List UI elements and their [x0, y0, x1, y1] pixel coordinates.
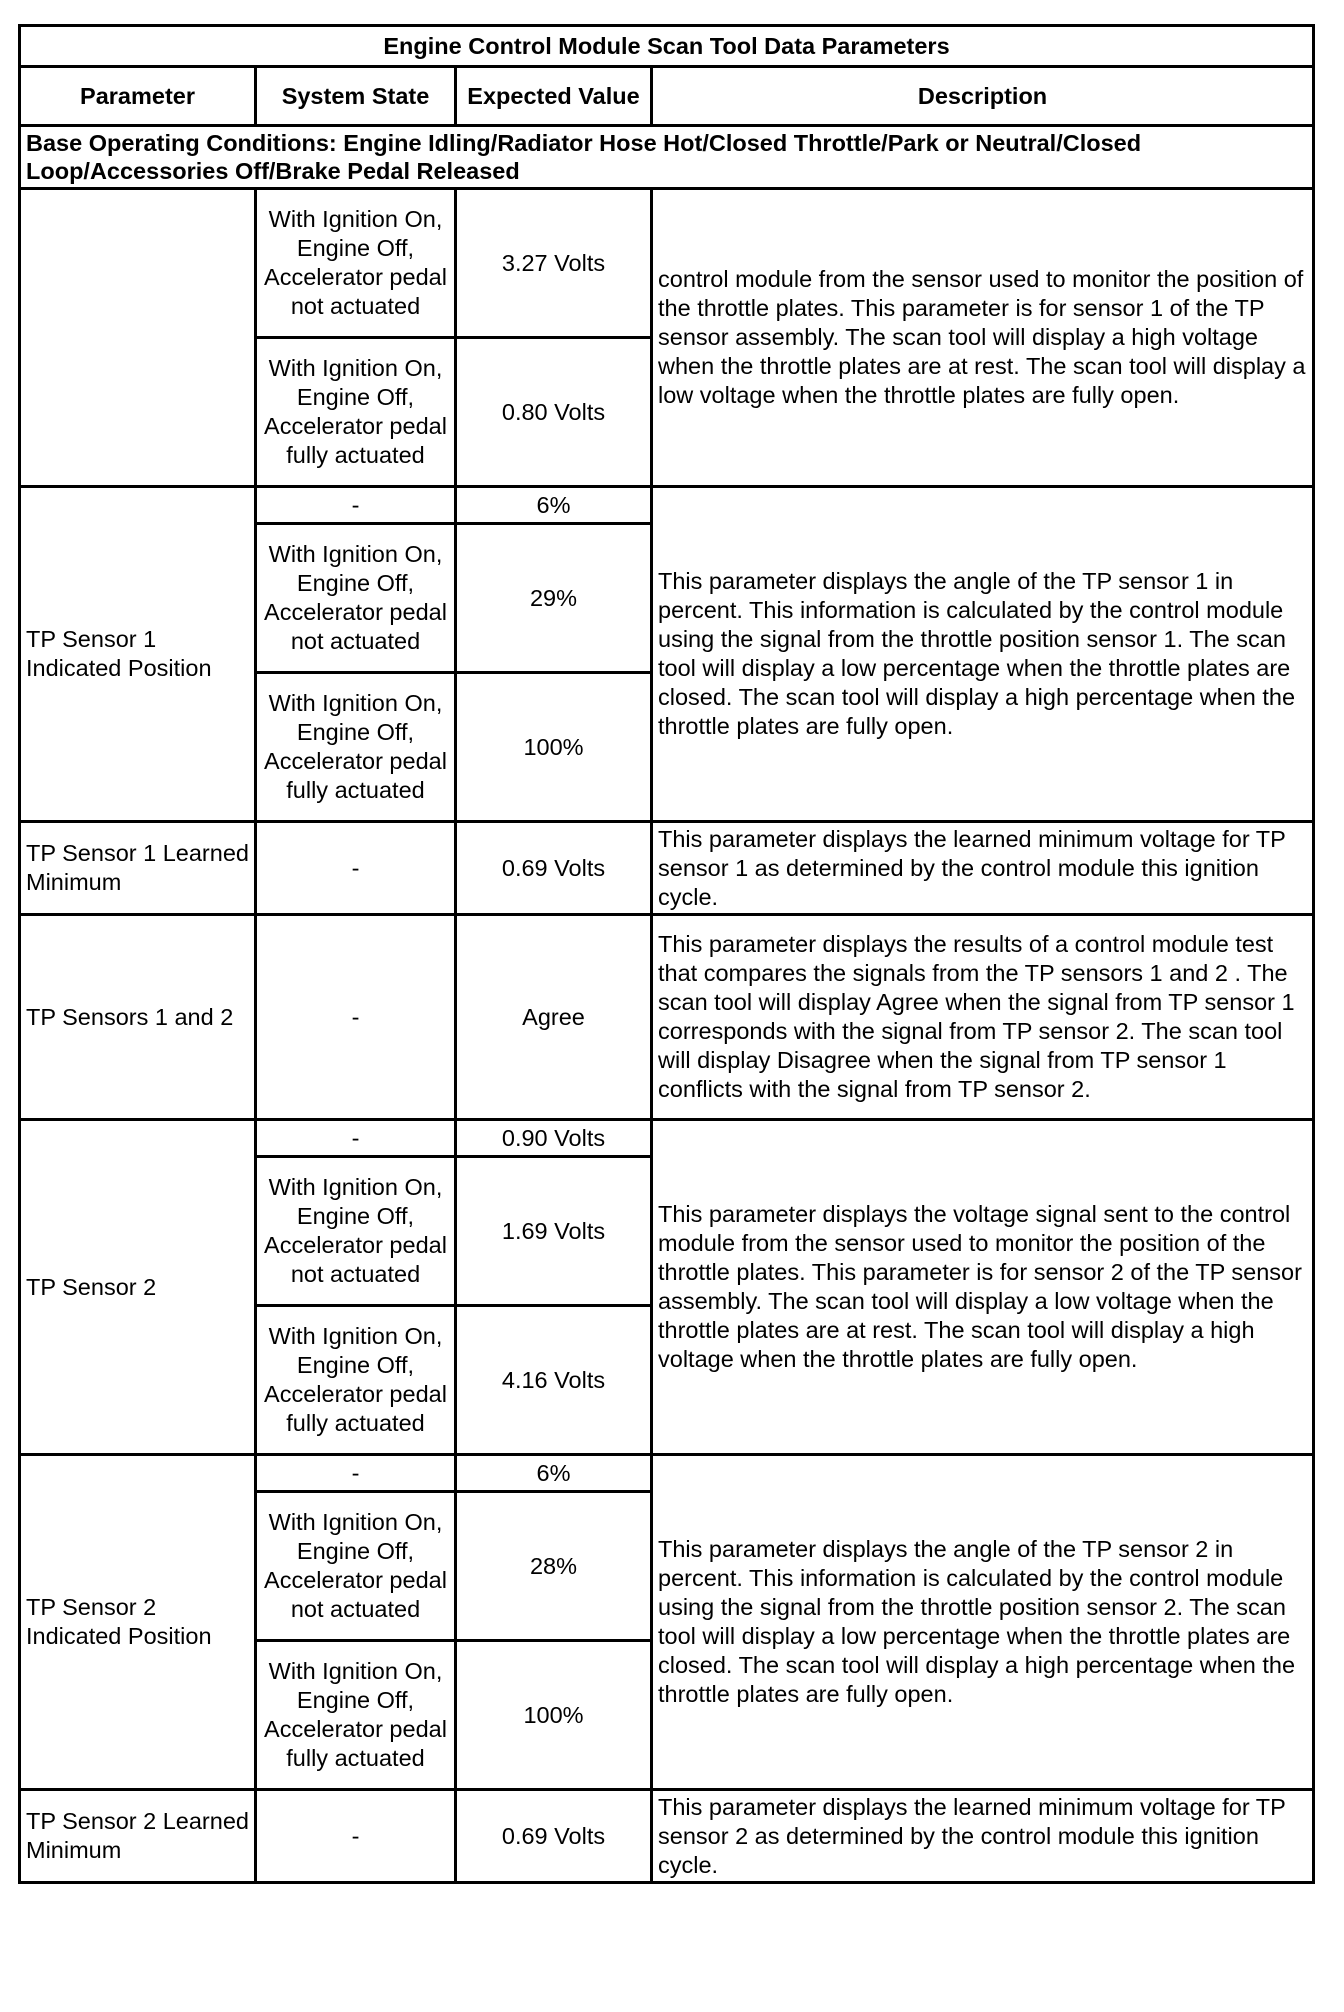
- header-system-state: System State: [256, 67, 456, 126]
- header-parameter: Parameter: [20, 67, 256, 126]
- system-state-cell: With Ignition On, Engine Off, Accelerator pedal fully actuated: [256, 1641, 456, 1790]
- description-cell: This parameter displays the angle of the TP sensor 1 in percent. This information is calculated by the control module using the signal from the throttle position sensor 1. The scan tool will display a low percentage when the throttle plates are closed. The scan tool will display a high percentage when the throttle plates are fully open.: [652, 487, 1314, 822]
- parameter-cell: TP Sensor 2: [20, 1120, 256, 1455]
- system-state-cell: -: [256, 487, 456, 524]
- scan-tool-data-table: [18, 24, 1315, 1884]
- system-state-cell: -: [256, 1120, 456, 1157]
- description-cell: control module from the sensor used to monitor the position of the throttle plates. This parameter is for sensor 1 of the TP sensor assembly. The scan tool will display a high voltage when the throttle plates are at rest. The scan tool will display a low voltage when the throttle plates are fully open.: [652, 189, 1314, 487]
- header-description: Description: [652, 67, 1314, 126]
- system-state-cell: -: [256, 1455, 456, 1492]
- parameter-cell: [20, 189, 256, 487]
- system-state-cell: -: [256, 915, 456, 1120]
- table-row: [20, 822, 1314, 915]
- expected-value-cell: 29%: [456, 524, 652, 673]
- system-state-cell: With Ignition On, Engine Off, Accelerator pedal not actuated: [256, 1492, 456, 1641]
- expected-value-cell: 6%: [456, 487, 652, 524]
- description-cell: This parameter displays the results of a control module test that compares the signals from the TP sensors 1 and 2 . The scan tool will display Agree when the signal from TP sensor 1 corresponds with the signal from TP sensor 2. The scan tool will display Disagree when the signal from TP sensor 1 conflicts with the signal from TP sensor 2.: [652, 915, 1314, 1120]
- table-row: [20, 189, 1314, 338]
- expected-value-cell: 6%: [456, 1455, 652, 1492]
- expected-value-cell: 0.90 Volts: [456, 1120, 652, 1157]
- description-cell: This parameter displays the learned minimum voltage for TP sensor 2 as determined by the control module this ignition cycle.: [652, 1790, 1314, 1883]
- system-state-cell: With Ignition On, Engine Off, Accelerator pedal not actuated: [256, 524, 456, 673]
- table-row: [20, 915, 1314, 1120]
- expected-value-cell: 0.69 Volts: [456, 1790, 652, 1883]
- expected-value-cell: 3.27 Volts: [456, 189, 652, 338]
- table-title: Engine Control Module Scan Tool Data Parameters: [20, 26, 1314, 67]
- system-state-cell: -: [256, 1790, 456, 1883]
- expected-value-cell: Agree: [456, 915, 652, 1120]
- system-state-cell: With Ignition On, Engine Off, Accelerator pedal not actuated: [256, 189, 456, 338]
- system-state-cell: With Ignition On, Engine Off, Accelerator pedal fully actuated: [256, 338, 456, 487]
- table-row: [20, 487, 1314, 524]
- description-cell: This parameter displays the learned minimum voltage for TP sensor 1 as determined by the control module this ignition cycle.: [652, 822, 1314, 915]
- expected-value-cell: 100%: [456, 1641, 652, 1790]
- parameter-cell: TP Sensor 1 Indicated Position: [20, 487, 256, 822]
- parameter-cell: TP Sensor 2 Indicated Position: [20, 1455, 256, 1790]
- table-row: [20, 1455, 1314, 1492]
- base-operating-conditions: Base Operating Conditions: Engine Idling/Radiator Hose Hot/Closed Throttle/Park or Neutral/Closed Loop/Accessories Off/Brake Pedal Released: [20, 126, 1314, 189]
- description-cell: This parameter displays the angle of the TP sensor 2 in percent. This information is calculated by the control module using the signal from the throttle position sensor 2. The scan tool will display a low percentage when the throttle plates are closed. The scan tool will display a high percentage when the throttle plates are fully open.: [652, 1455, 1314, 1790]
- expected-value-cell: 1.69 Volts: [456, 1157, 652, 1306]
- table-row: [20, 1120, 1314, 1157]
- expected-value-cell: 0.69 Volts: [456, 822, 652, 915]
- description-cell: This parameter displays the voltage signal sent to the control module from the sensor used to monitor the position of the throttle plates. This parameter is for sensor 2 of the TP sensor assembly. The scan tool will display a low voltage when the throttle plates are at rest. The scan tool will display a high voltage when the throttle plates are fully open.: [652, 1120, 1314, 1455]
- table-body: [20, 189, 1314, 1883]
- parameter-cell: TP Sensors 1 and 2: [20, 915, 256, 1120]
- header-expected-value: Expected Value: [456, 67, 652, 126]
- parameter-cell: TP Sensor 2 Learned Minimum: [20, 1790, 256, 1883]
- parameter-cell: TP Sensor 1 Learned Minimum: [20, 822, 256, 915]
- system-state-cell: With Ignition On, Engine Off, Accelerator pedal fully actuated: [256, 673, 456, 822]
- expected-value-cell: 0.80 Volts: [456, 338, 652, 487]
- expected-value-cell: 100%: [456, 673, 652, 822]
- expected-value-cell: 28%: [456, 1492, 652, 1641]
- system-state-cell: -: [256, 822, 456, 915]
- system-state-cell: With Ignition On, Engine Off, Accelerator pedal fully actuated: [256, 1306, 456, 1455]
- system-state-cell: With Ignition On, Engine Off, Accelerator pedal not actuated: [256, 1157, 456, 1306]
- table-row: [20, 1790, 1314, 1883]
- expected-value-cell: 4.16 Volts: [456, 1306, 652, 1455]
